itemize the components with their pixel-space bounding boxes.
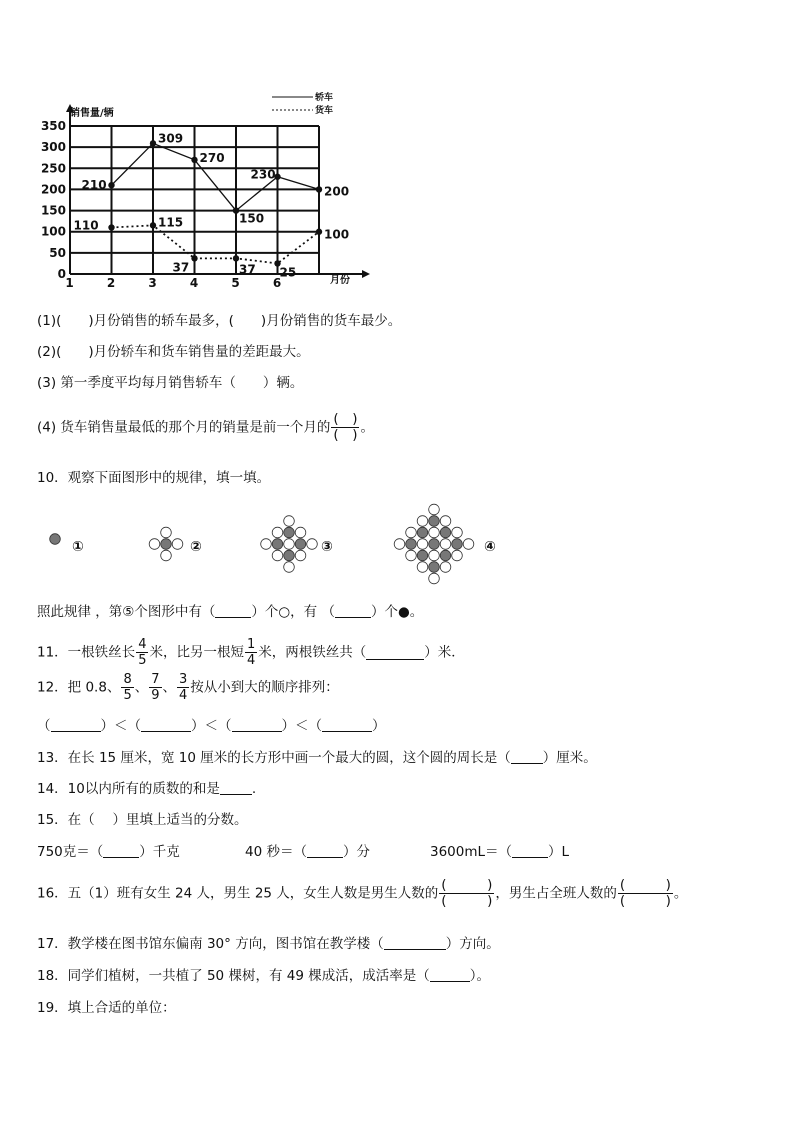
hollow-dot (429, 504, 440, 515)
fraction-denominator: 4 (246, 653, 256, 668)
hollow-dot (295, 550, 306, 561)
data-point (316, 186, 322, 192)
sales-line-chart (0, 0, 794, 300)
q11-text-b: 米，比另一根短 (149, 644, 244, 661)
filled-dot (272, 539, 283, 550)
data-label: 37 (172, 260, 190, 275)
filled-dot (417, 550, 428, 561)
filled-dot (295, 539, 306, 550)
fraction-1-4 (245, 637, 257, 668)
filled-dot (50, 534, 61, 545)
paren-left: （ (308, 718, 322, 734)
data-label: 270 (199, 150, 225, 165)
data-label: 309 (158, 131, 184, 146)
fraction-denominator[interactable]: ( ) (441, 893, 493, 909)
data-label: 210 (81, 178, 107, 193)
hollow-dot (161, 550, 172, 561)
data-label: 100 (324, 227, 350, 242)
q9-part2 (37, 343, 310, 361)
fraction-numerator: 8 (123, 672, 132, 687)
hollow-dot (272, 527, 283, 538)
answer-blank[interactable] (384, 935, 446, 950)
paren-left: （ (127, 718, 141, 734)
q14-text-a: 14．10以内所有的质数的和是 (37, 781, 220, 797)
fraction-numerator: 3 (179, 672, 188, 687)
pattern-label-2: ② (190, 539, 202, 555)
hollow-dot (440, 516, 451, 527)
q15-item3 (430, 843, 569, 861)
q11-text-d: ）米． (424, 644, 465, 661)
q11 (37, 637, 465, 668)
q19-text: 19．填上合适的单位： (37, 1000, 176, 1016)
y-tick-label: 150 (40, 203, 66, 218)
paren-right: ） (191, 718, 205, 734)
y-tick-label: 250 (40, 161, 66, 176)
less-than: ＜ (295, 718, 309, 734)
q11-text-c: 米，两根铁丝共（ (258, 644, 367, 661)
q9-part4-text: (4) 货车销售量最低的那个月的销量是前一个月的 (37, 419, 331, 436)
data-point (316, 229, 322, 235)
fraction-denominator[interactable]: ( ) (619, 893, 671, 909)
fraction-numerator[interactable]: ( ) (619, 877, 671, 893)
hollow-dot (429, 527, 440, 538)
q10-answer-text-b: ）个○，有 （ (251, 604, 335, 620)
q15-title (37, 811, 247, 829)
hollow-dot (295, 527, 306, 538)
answer-blank[interactable] (103, 843, 139, 858)
hollow-dot (452, 550, 463, 561)
fraction-numerator: 4 (138, 637, 147, 652)
y-tick-label: 300 (40, 140, 66, 155)
y-axis-label: 销售量/辆 (70, 108, 114, 119)
filled-dot (452, 539, 463, 550)
filled-dot (161, 539, 172, 550)
data-point (233, 255, 239, 261)
fraction-denominator: 5 (138, 653, 147, 668)
hollow-dot (284, 516, 295, 527)
x-axis-label: 月份 (330, 275, 350, 286)
paren-left: （ (218, 718, 232, 734)
q10-title-text: 10．观察下面图形中的规律，填一填。 (37, 470, 271, 486)
hollow-dot (172, 539, 183, 550)
filled-dot (417, 527, 428, 538)
q11-text-a: 11．一根铁丝长 (37, 644, 136, 661)
fraction-numerator: 7 (151, 672, 160, 687)
y-tick-label: 100 (40, 224, 66, 239)
x-tick-label: 5 (231, 276, 240, 290)
q10-dot-patterns (0, 500, 794, 595)
q9-part3 (37, 374, 303, 392)
hollow-dot (463, 539, 474, 550)
data-point (191, 157, 197, 163)
q9-part1 (37, 312, 401, 330)
filled-dot (406, 539, 417, 550)
fraction-numerator[interactable]: ( ) (333, 411, 358, 427)
answer-blank[interactable] (232, 717, 282, 732)
q18 (37, 967, 490, 985)
filled-dot (284, 527, 295, 538)
q16-text-end: 。 (673, 885, 688, 902)
q17 (37, 935, 500, 953)
hollow-dot (149, 539, 160, 550)
hollow-dot (272, 550, 283, 561)
fraction-4-5 (136, 637, 148, 668)
q15-title-text: 15．在（ ）里填上适当的分数。 (37, 812, 248, 828)
fraction-denominator: 9 (151, 688, 160, 703)
chart-grid (70, 126, 319, 277)
y-tick-label: 350 (40, 119, 66, 133)
answer-blank[interactable] (322, 717, 372, 732)
q10-answer-text-a: 照此规律 ，第⑤个图形中有（ (37, 604, 216, 620)
hollow-dot (429, 573, 440, 584)
q12-text-a: 12．把 0.8、 (37, 679, 121, 696)
hollow-dot (394, 539, 405, 550)
q17-text-b: ）方向。 (445, 936, 500, 952)
answer-blank[interactable] (307, 843, 343, 858)
answer-blank[interactable] (335, 603, 371, 618)
q16-text-b: ，男生占全班人数的 (495, 885, 617, 902)
q10-title (37, 469, 270, 487)
data-label: 37 (239, 262, 256, 277)
pattern-label-4: ④ (484, 539, 496, 555)
hollow-dot (417, 539, 428, 550)
fraction-denominator: 4 (179, 688, 188, 703)
answer-blank[interactable] (215, 603, 251, 618)
x-tick-label: 1 (65, 276, 74, 290)
q12 (37, 672, 339, 703)
x-axis-arrow (362, 270, 370, 278)
filled-dot (284, 550, 295, 561)
hollow-dot (440, 562, 451, 573)
less-than: ＜ (114, 718, 128, 734)
q15-item2 (245, 843, 370, 861)
answer-blank[interactable] (141, 717, 191, 732)
q12-order-row (37, 717, 386, 735)
q15-item2-a: 40 秒＝（ (245, 844, 307, 860)
q12-sep: 、 (134, 679, 149, 696)
q9-part4-end: 。 (360, 419, 374, 436)
paren-left: （ (37, 718, 51, 734)
hollow-dot (307, 539, 318, 550)
pattern-label-3: ③ (321, 539, 333, 555)
x-tick-label: 3 (148, 276, 157, 290)
paren-right: ） (372, 718, 386, 734)
hollow-dot (406, 527, 417, 538)
q9-part4-fraction[interactable] (331, 412, 359, 443)
q13-text-a: 13．在长 15 厘米，宽 10 厘米的长方形中画一个最大的圆，这个圆的周长是（ (37, 750, 511, 766)
x-tick-label: 6 (272, 276, 282, 290)
q16-fraction-1[interactable] (439, 878, 494, 909)
fraction-denominator[interactable]: ( ) (333, 427, 358, 443)
q9-part2-text: (2)( )月份轿车和货车销售量的差距最大。 (37, 344, 310, 360)
answer-blank[interactable] (51, 717, 101, 732)
data-point (191, 255, 197, 261)
x-tick-label: 2 (106, 276, 116, 290)
q10-answer-text-c: ）个●。 (370, 604, 424, 620)
fraction-numerator[interactable]: ( ) (441, 877, 493, 893)
q16-text-a: 16．五（1）班有女生 24 人，男生 25 人，女生人数是男生人数的 (37, 885, 439, 902)
q9-part1-text: (1)( )月份销售的轿车最多，( )月份销售的货车最少。 (37, 313, 402, 329)
data-point (108, 182, 114, 188)
chart-legend (272, 91, 333, 116)
q10-answer (37, 603, 423, 621)
data-label: 25 (279, 265, 297, 280)
q15-item1-b: ）千克 (139, 844, 180, 860)
q15-item1-a: 750克＝（ (37, 844, 104, 860)
q15-item3-a: 3600mL＝（ (430, 844, 513, 860)
q13 (37, 749, 597, 767)
filled-dot (429, 562, 440, 573)
q9-part3-text: (3) 第一季度平均每月销售轿车（ ）辆。 (37, 375, 304, 391)
fraction-7-9 (149, 672, 161, 703)
less-than: ＜ (204, 718, 218, 734)
y-tick-label: 200 (40, 182, 66, 197)
answer-blank[interactable] (511, 749, 543, 764)
data-label: 230 (250, 167, 276, 182)
q9-part4 (37, 412, 374, 443)
fraction-denominator: 5 (123, 688, 132, 703)
answer-blank[interactable] (220, 780, 252, 795)
q19 (37, 999, 176, 1017)
answer-blank[interactable] (366, 645, 424, 660)
q16-fraction-2[interactable] (618, 878, 673, 909)
data-label: 115 (158, 215, 184, 230)
q13-text-b: ）厘米。 (542, 750, 597, 766)
hollow-dot (417, 516, 428, 527)
q15-item3-b: ）L (548, 844, 570, 860)
q17-text-a: 17．教学楼在图书馆东偏南 30° 方向，图书馆在教学楼（ (37, 936, 384, 952)
data-point (150, 222, 156, 228)
hollow-dot (161, 527, 172, 538)
fraction-3-4 (177, 672, 189, 703)
q12-text-b: 按从小到大的顺序排列： (190, 679, 339, 696)
q18-text-b: ）。 (469, 968, 490, 984)
x-tick-label: 4 (189, 276, 199, 290)
q14 (37, 780, 256, 798)
hollow-dot (284, 562, 295, 573)
hollow-dot (406, 550, 417, 561)
q12-sep: 、 (162, 679, 177, 696)
q18-text-a: 18．同学们植树，一共植了 50 棵树，有 49 棵成活，成活率是（ (37, 968, 430, 984)
answer-blank[interactable] (512, 843, 548, 858)
data-label: 150 (239, 211, 265, 226)
paren-right: ） (281, 718, 295, 734)
hollow-dot (284, 539, 295, 550)
hollow-dot (417, 562, 428, 573)
legend-label: 货车 (315, 106, 334, 116)
filled-dot (429, 516, 440, 527)
chart-series (74, 131, 350, 279)
data-point (150, 140, 156, 146)
data-label: 110 (73, 218, 99, 233)
paren-right: ） (100, 718, 114, 734)
q14-text-b: . (251, 781, 257, 797)
data-label: 200 (324, 184, 350, 199)
hollow-dot (261, 539, 272, 550)
hollow-dot (429, 550, 440, 561)
fraction-8-5 (121, 672, 133, 703)
fraction-numerator: 1 (246, 637, 256, 652)
q15-items (37, 843, 180, 861)
answer-blank[interactable] (430, 967, 470, 982)
filled-dot (429, 539, 440, 550)
hollow-dot (452, 527, 463, 538)
filled-dot (440, 550, 451, 561)
y-tick-label: 50 (49, 245, 66, 260)
q15-item2-b: ）分 (342, 844, 370, 860)
filled-dot (440, 527, 451, 538)
data-point (108, 224, 114, 230)
y-tick-label: 0 (57, 267, 66, 281)
legend-label: 轿车 (315, 93, 334, 103)
q16 (37, 878, 687, 909)
pattern-label-1: ① (72, 539, 84, 555)
hollow-dot (440, 539, 451, 550)
